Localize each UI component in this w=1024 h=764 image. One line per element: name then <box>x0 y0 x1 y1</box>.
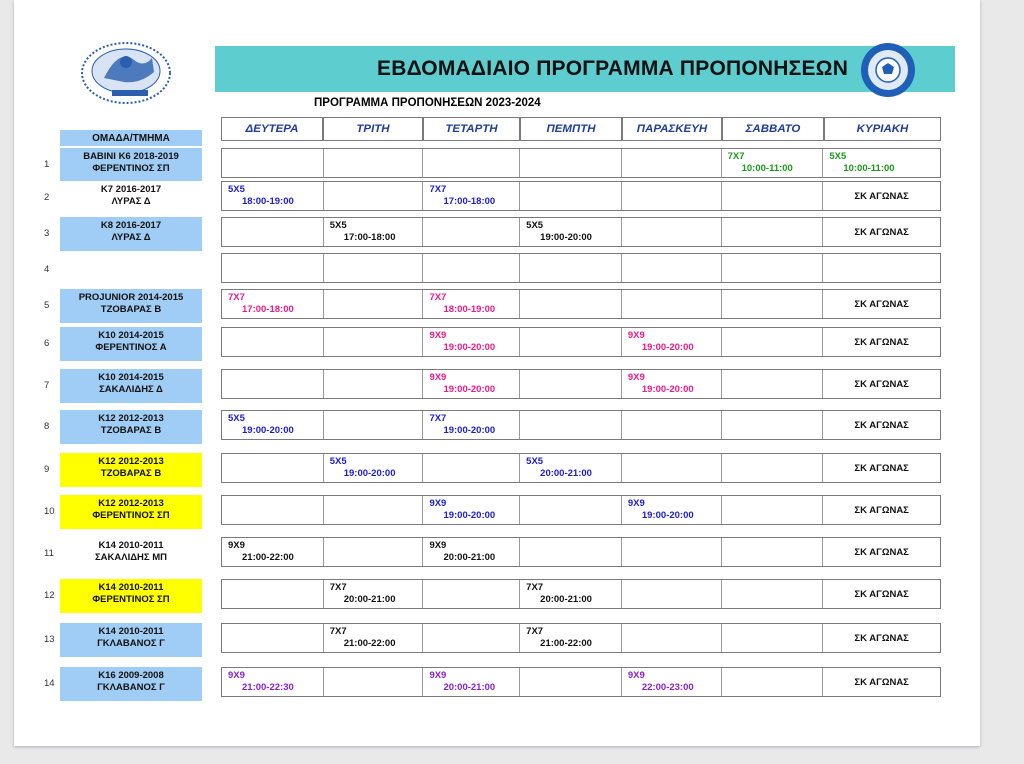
session-time: 19:00-20:00 <box>443 384 496 395</box>
session-time: 17:00-18:00 <box>443 196 496 207</box>
team-cell <box>60 410 202 444</box>
day-cell <box>324 370 424 398</box>
team-group: Κ16 2009-2008 <box>98 670 164 681</box>
day-cell <box>520 496 622 524</box>
schedule-row <box>221 495 941 525</box>
day-cell <box>324 454 424 482</box>
day-cell <box>324 411 424 439</box>
row-number: 2 <box>44 192 50 203</box>
schedule-row <box>221 453 941 483</box>
club-logo <box>74 38 178 108</box>
day-cell <box>823 668 940 696</box>
row-number: 10 <box>44 506 55 517</box>
team-coach: ΣΑΚΑΛΙΔΗΣ ΜΠ <box>94 552 168 563</box>
row-number: 6 <box>44 338 50 349</box>
team-coach: ΤΖΟΒΑΡΑΣ Β <box>100 425 162 436</box>
day-cell <box>622 496 722 524</box>
session-format: 5Χ5 <box>526 220 544 231</box>
row-number: 13 <box>44 634 55 645</box>
day-cell <box>324 149 424 177</box>
session-time: 17:00-18:00 <box>343 232 396 243</box>
day-cell <box>622 411 722 439</box>
session-format: 9Χ9 <box>429 498 447 509</box>
day-cell <box>520 254 622 282</box>
team-coach: ΦΕΡΕΝΤΙΝΟΣ ΣΠ <box>92 594 170 605</box>
session-time: 20:00-21:00 <box>443 682 496 693</box>
match-label: ΣΚ ΑΓΩΝΑΣ <box>854 227 909 238</box>
day-cell <box>722 538 824 566</box>
team-coach: ΣΑΚΑΛΙΔΗΣ Δ <box>99 384 163 395</box>
day-cell <box>622 328 722 356</box>
day-cell <box>722 624 824 652</box>
day-header: ΚΥΡΙΑΚΗ <box>824 117 941 141</box>
day-cell <box>622 149 722 177</box>
team-cell <box>60 148 202 182</box>
schedule-row <box>221 217 941 247</box>
day-cell <box>520 454 622 482</box>
day-cell <box>222 182 324 210</box>
session-time: 21:00-22:00 <box>540 638 592 649</box>
day-cell <box>722 580 824 608</box>
day-cell <box>722 668 824 696</box>
day-cell <box>722 496 824 524</box>
match-label: ΣΚ ΑΓΩΝΑΣ <box>854 589 909 600</box>
row-number: 8 <box>44 421 50 432</box>
session-format: 7Χ7 <box>228 292 245 303</box>
page-title: ΕΒΔΟΜΑΔΙΑΙΟ ΠΡΟΓΡΑΜΜΑ ΠΡΟΠΟΝΗΣΕΩΝ <box>377 57 849 80</box>
day-cell <box>622 580 722 608</box>
team-coach: ΦΕΡΕΝΤΙΝΟΣ ΣΠ <box>92 510 170 521</box>
day-cell <box>423 496 520 524</box>
day-cell <box>423 411 520 439</box>
schedule-subtitle: ΠΡΟΓΡΑΜΜΑ ΠΡΟΠΟΝΗΣΕΩΝ 2023-2024 <box>314 97 541 109</box>
session-time: 18:00-19:00 <box>242 196 294 207</box>
day-cell <box>324 254 424 282</box>
session-format: 7Χ7 <box>429 292 447 303</box>
team-coach: ΓΚΛΑΒΑΝΟΣ Γ <box>97 638 165 649</box>
session-format: 9Χ9 <box>627 330 645 341</box>
schedule-row <box>221 537 941 567</box>
team-coach: ΤΖΟΒΑΡΑΣ Β <box>100 468 162 479</box>
row-number: 1 <box>44 159 50 170</box>
match-label: ΣΚ ΑΓΩΝΑΣ <box>854 505 909 516</box>
session-format: 7Χ7 <box>727 151 745 162</box>
team-group: Κ14 2010-2011 <box>98 626 164 637</box>
day-cell <box>823 496 940 524</box>
day-cell <box>622 290 722 318</box>
day-cell <box>823 370 940 398</box>
session-format: 7Χ7 <box>429 413 447 424</box>
day-cell <box>823 624 940 652</box>
day-cell <box>423 370 520 398</box>
day-cell <box>520 624 622 652</box>
schedule-row <box>221 667 941 697</box>
day-cell <box>222 496 324 524</box>
session-time: 20:00-21:00 <box>540 594 592 605</box>
row-number: 7 <box>44 380 50 391</box>
session-format: 9Χ9 <box>228 540 245 551</box>
day-cell <box>722 454 824 482</box>
session-time: 19:00-20:00 <box>641 510 694 521</box>
session-time: 19:00-20:00 <box>242 425 294 436</box>
day-cell <box>423 538 520 566</box>
day-cell <box>222 290 324 318</box>
team-coach: ΦΕΡΕΝΤΙΝΟΣ Α <box>95 342 167 353</box>
day-cell <box>324 496 424 524</box>
day-cell <box>222 624 324 652</box>
day-cell <box>520 182 622 210</box>
match-label: ΣΚ ΑΓΩΝΑΣ <box>854 463 909 474</box>
day-cell <box>520 580 622 608</box>
day-cell <box>222 328 324 356</box>
day-cell <box>823 149 940 177</box>
day-cell <box>622 538 722 566</box>
day-cell <box>722 290 824 318</box>
team-group: PROJUNIOR 2014-2015 <box>78 292 184 303</box>
day-cell <box>520 328 622 356</box>
team-group: Κ10 2014-2015 <box>98 330 164 341</box>
session-time: 10:00-11:00 <box>741 163 793 174</box>
day-cell <box>324 182 424 210</box>
session-format: 9Χ9 <box>429 372 447 383</box>
day-cell <box>222 668 324 696</box>
day-cell <box>520 411 622 439</box>
day-cell <box>823 411 940 439</box>
team-group: Κ12 2012-2013 <box>98 456 164 467</box>
day-cell <box>423 218 520 246</box>
day-cell <box>222 454 324 482</box>
day-cell <box>423 580 520 608</box>
session-format: 9Χ9 <box>627 498 645 509</box>
day-cell <box>423 290 520 318</box>
day-cell <box>423 328 520 356</box>
team-group: Κ12 2012-2013 <box>98 413 164 424</box>
schedule-row <box>221 579 941 609</box>
day-cell <box>222 149 324 177</box>
day-cell <box>423 454 520 482</box>
team-group: Κ14 2010-2011 <box>98 582 164 593</box>
day-cell <box>324 218 424 246</box>
session-format: 5Χ5 <box>829 151 847 162</box>
day-cell <box>823 290 940 318</box>
schedule-row <box>221 181 941 211</box>
team-group: Κ14 2010-2011 <box>98 540 164 551</box>
match-label: ΣΚ ΑΓΩΝΑΣ <box>854 420 909 431</box>
day-header: ΠΑΡΑΣΚΕΥΗ <box>622 117 722 141</box>
team-group: Κ10 2014-2015 <box>98 372 164 383</box>
day-cell <box>520 149 622 177</box>
session-format: 5Χ5 <box>329 220 347 231</box>
day-cell <box>222 370 324 398</box>
day-cell <box>722 370 824 398</box>
session-format: 7Χ7 <box>329 582 347 593</box>
team-coach: ΤΖΟΒΑΡΑΣ Β <box>100 304 162 315</box>
row-number: 14 <box>44 678 55 689</box>
day-cell <box>222 218 324 246</box>
session-format: 7Χ7 <box>329 626 347 637</box>
day-cell <box>520 538 622 566</box>
day-cell <box>520 290 622 318</box>
day-cell <box>622 370 722 398</box>
session-format: 7Χ7 <box>429 184 447 195</box>
match-label: ΣΚ ΑΓΩΝΑΣ <box>854 677 909 688</box>
team-coach: ΓΚΛΑΒΑΝΟΣ Γ <box>97 682 165 693</box>
session-time: 19:00-20:00 <box>343 468 396 479</box>
day-cell <box>722 411 824 439</box>
day-cell <box>622 254 722 282</box>
day-cell <box>324 328 424 356</box>
team-group: Κ7 2016-2017 <box>100 184 162 195</box>
day-cell <box>324 290 424 318</box>
schedule-row <box>221 623 941 653</box>
session-format: 9Χ9 <box>429 670 447 681</box>
day-cell <box>520 668 622 696</box>
day-cell <box>722 149 824 177</box>
session-time: 19:00-20:00 <box>641 342 694 353</box>
schedule-row <box>221 253 941 283</box>
day-cell <box>622 182 722 210</box>
session-format: 7Χ7 <box>526 582 544 593</box>
day-cell <box>722 328 824 356</box>
team-cell <box>60 667 202 701</box>
session-time: 21:00-22:00 <box>242 552 294 563</box>
team-cell <box>60 453 202 487</box>
session-time: 17:00-18:00 <box>242 304 294 315</box>
day-cell <box>622 624 722 652</box>
team-cell <box>60 289 202 323</box>
session-format: 9Χ9 <box>627 670 645 681</box>
day-cell <box>423 149 520 177</box>
match-label: ΣΚ ΑΓΩΝΑΣ <box>854 337 909 348</box>
day-cell <box>324 668 424 696</box>
match-label: ΣΚ ΑΓΩΝΑΣ <box>854 633 909 644</box>
session-time: 21:00-22:00 <box>343 638 396 649</box>
day-header: ΠΕΜΠΤΗ <box>520 117 622 141</box>
match-label: ΣΚ ΑΓΩΝΑΣ <box>854 379 909 390</box>
day-cell <box>823 218 940 246</box>
day-cell <box>622 454 722 482</box>
day-cell <box>324 624 424 652</box>
day-cell <box>520 218 622 246</box>
session-format: 9Χ9 <box>429 330 447 341</box>
title-bar <box>215 46 955 92</box>
day-cell <box>324 580 424 608</box>
team-group: Κ12 2012-2013 <box>98 498 164 509</box>
session-format: 9Χ9 <box>429 540 447 551</box>
session-time: 19:00-20:00 <box>443 342 496 353</box>
team-cell <box>60 537 202 571</box>
day-cell <box>722 218 824 246</box>
session-time: 21:00-22:30 <box>242 682 294 693</box>
team-cell <box>60 181 202 215</box>
day-cell <box>823 182 940 210</box>
day-header: ΣΑΒΒΑΤΟ <box>722 117 824 141</box>
session-format: 9Χ9 <box>627 372 645 383</box>
row-number: 12 <box>44 590 55 601</box>
day-cell <box>423 668 520 696</box>
day-cell <box>222 538 324 566</box>
day-cell <box>222 411 324 439</box>
session-format: 9Χ9 <box>228 670 245 681</box>
team-cell <box>60 623 202 657</box>
day-cell <box>423 182 520 210</box>
day-cell <box>324 538 424 566</box>
session-time: 20:00-21:00 <box>343 594 396 605</box>
session-time: 19:00-20:00 <box>443 425 496 436</box>
day-cell <box>823 454 940 482</box>
team-coach: ΛΥΡΑΣ Δ <box>111 232 151 243</box>
day-cell <box>823 580 940 608</box>
day-cell <box>823 538 940 566</box>
session-format: 5Χ5 <box>228 184 245 195</box>
schedule-row <box>221 410 941 440</box>
schedule-row <box>221 327 941 357</box>
day-cell <box>222 580 324 608</box>
session-time: 19:00-20:00 <box>540 232 592 243</box>
day-cell <box>622 218 722 246</box>
row-number: 9 <box>44 464 50 475</box>
day-cell <box>823 254 940 282</box>
session-time: 18:00-19:00 <box>443 304 496 315</box>
match-label: ΣΚ ΑΓΩΝΑΣ <box>854 299 909 310</box>
day-cell <box>222 254 324 282</box>
session-time: 19:00-20:00 <box>641 384 694 395</box>
team-cell <box>60 217 202 251</box>
team-cell <box>60 253 202 287</box>
session-time: 20:00-21:00 <box>443 552 496 563</box>
schedule-row <box>221 369 941 399</box>
day-header: ΤΕΤΑΡΤΗ <box>423 117 520 141</box>
session-format: 5Χ5 <box>329 456 347 467</box>
team-cell <box>60 579 202 613</box>
session-time: 19:00-20:00 <box>443 510 496 521</box>
team-cell <box>60 495 202 529</box>
row-number: 11 <box>44 548 54 559</box>
session-format: 5Χ5 <box>228 413 245 424</box>
day-cell <box>423 254 520 282</box>
team-column-header: ΟΜΑΔΑ/ΤΜΗΜΑ <box>60 130 202 146</box>
team-cell <box>60 369 202 403</box>
schedule-row <box>221 148 941 178</box>
day-header: ΔΕΥΤΕΡΑ <box>221 117 323 141</box>
team-group: ΒΑΒΙΝΙ Κ6 2018-2019 <box>83 151 179 162</box>
team-cell <box>60 327 202 361</box>
team-coach: ΦΕΡΕΝΤΙΝΟΣ ΣΠ <box>92 163 170 174</box>
day-cell <box>622 668 722 696</box>
day-cell <box>722 254 824 282</box>
day-cell <box>423 624 520 652</box>
day-header: ΤΡΙΤΗ <box>323 117 423 141</box>
match-label: ΣΚ ΑΓΩΝΑΣ <box>854 547 909 558</box>
day-cell <box>722 182 824 210</box>
session-format: 7Χ7 <box>526 626 544 637</box>
team-coach: ΛΥΡΑΣ Δ <box>111 196 151 207</box>
match-label: ΣΚ ΑΓΩΝΑΣ <box>854 191 909 202</box>
schedule-row <box>221 289 941 319</box>
team-group: Κ8 2016-2017 <box>100 220 162 231</box>
day-cell <box>520 370 622 398</box>
session-time: 20:00-21:00 <box>540 468 592 479</box>
session-time: 22:00-23:00 <box>641 682 694 693</box>
session-time: 10:00-11:00 <box>843 163 895 174</box>
row-number: 4 <box>44 264 50 275</box>
row-number: 3 <box>44 228 50 239</box>
session-format: 5Χ5 <box>526 456 544 467</box>
row-number: 5 <box>44 300 50 311</box>
day-cell <box>823 328 940 356</box>
federation-logo <box>860 42 916 98</box>
